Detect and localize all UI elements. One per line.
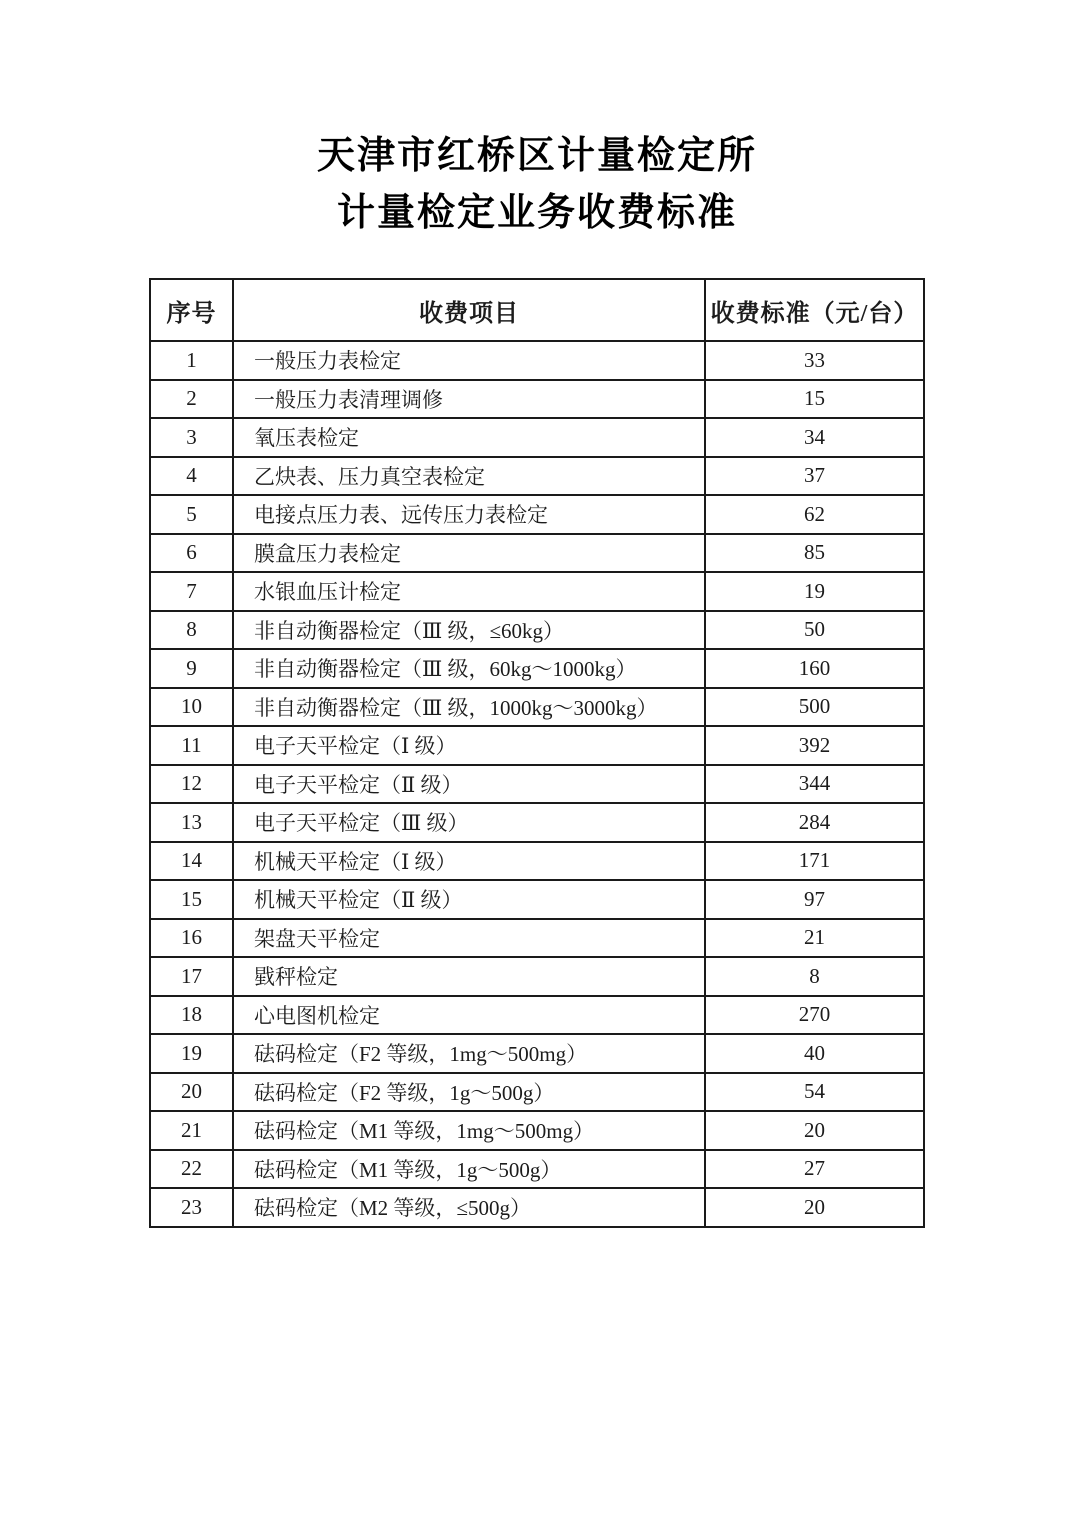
fee-cell: 284 <box>705 803 924 842</box>
fee-cell: 20 <box>705 1111 924 1150</box>
table-row <box>150 1188 924 1227</box>
row-number-cell: 17 <box>150 957 233 996</box>
item-cell: 电子天平检定（Ⅲ 级） <box>233 803 705 842</box>
item-cell: 水银血压计检定 <box>233 572 705 611</box>
page-title-line1: 天津市红桥区计量检定所 <box>316 135 757 177</box>
fee-cell: 27 <box>705 1150 924 1189</box>
item-cell: 电子天平检定（Ⅱ 级） <box>233 765 705 804</box>
table-row <box>150 611 924 650</box>
row-number-cell: 7 <box>150 572 233 611</box>
header-row <box>150 279 924 341</box>
fee-cell: 33 <box>705 341 924 380</box>
row-number-cell: 22 <box>150 1150 233 1189</box>
fee-table <box>149 278 925 1228</box>
item-cell: 非自动衡器检定（Ⅲ 级，1000kg～3000kg） <box>233 688 705 727</box>
document-title-block <box>0 0 1074 242</box>
fee-cell: 270 <box>705 996 924 1035</box>
item-cell: 机械天平检定（Ⅰ 级） <box>233 842 705 881</box>
item-cell: 非自动衡器检定（Ⅲ 级，60kg～1000kg） <box>233 649 705 688</box>
table-row <box>150 572 924 611</box>
row-number-cell: 6 <box>150 534 233 573</box>
table-row <box>150 919 924 958</box>
fee-cell: 392 <box>705 726 924 765</box>
table-row <box>150 495 924 534</box>
item-cell: 砝码检定（F2 等级，1g～500g） <box>233 1073 705 1112</box>
table-row <box>150 380 924 419</box>
fee-cell: 40 <box>705 1034 924 1073</box>
fee-cell: 54 <box>705 1073 924 1112</box>
table-row <box>150 842 924 881</box>
row-number-cell: 4 <box>150 457 233 496</box>
fee-cell: 62 <box>705 495 924 534</box>
item-cell: 氧压表检定 <box>233 418 705 457</box>
row-number-cell: 1 <box>150 341 233 380</box>
item-cell: 砝码检定（M1 等级，1g～500g） <box>233 1150 705 1189</box>
table-row <box>150 880 924 919</box>
item-cell: 砝码检定（F2 等级，1mg～500mg） <box>233 1034 705 1073</box>
item-cell: 戥秤检定 <box>233 957 705 996</box>
fee-cell: 97 <box>705 880 924 919</box>
fee-cell: 19 <box>705 572 924 611</box>
fee-table-body <box>150 341 924 1227</box>
fee-table-header <box>150 279 924 341</box>
row-number-cell: 16 <box>150 919 233 958</box>
fee-cell: 20 <box>705 1188 924 1227</box>
fee-cell: 171 <box>705 842 924 881</box>
row-number-cell: 9 <box>150 649 233 688</box>
table-row <box>150 457 924 496</box>
row-number-cell: 2 <box>150 380 233 419</box>
fee-cell: 34 <box>705 418 924 457</box>
item-cell: 一般压力表清理调修 <box>233 380 705 419</box>
item-cell: 一般压力表检定 <box>233 341 705 380</box>
row-number-cell: 3 <box>150 418 233 457</box>
item-cell: 乙炔表、压力真空表检定 <box>233 457 705 496</box>
fee-cell: 500 <box>705 688 924 727</box>
fee-cell: 37 <box>705 457 924 496</box>
row-number-cell: 21 <box>150 1111 233 1150</box>
item-cell: 心电图机检定 <box>233 996 705 1035</box>
table-row <box>150 803 924 842</box>
header-no: 序号 <box>150 279 233 341</box>
row-number-cell: 10 <box>150 688 233 727</box>
table-row <box>150 534 924 573</box>
fee-cell: 8 <box>705 957 924 996</box>
table-row <box>150 996 924 1035</box>
table-row <box>150 418 924 457</box>
row-number-cell: 13 <box>150 803 233 842</box>
row-number-cell: 20 <box>150 1073 233 1112</box>
table-row <box>150 726 924 765</box>
item-cell: 膜盒压力表检定 <box>233 534 705 573</box>
table-row <box>150 649 924 688</box>
table-row <box>150 341 924 380</box>
table-row <box>150 1073 924 1112</box>
item-cell: 非自动衡器检定（Ⅲ 级，≤60kg） <box>233 611 705 650</box>
row-number-cell: 19 <box>150 1034 233 1073</box>
row-number-cell: 23 <box>150 1188 233 1227</box>
table-row <box>150 1034 924 1073</box>
fee-cell: 50 <box>705 611 924 650</box>
table-row <box>150 765 924 804</box>
item-cell: 机械天平检定（Ⅱ 级） <box>233 880 705 919</box>
row-number-cell: 11 <box>150 726 233 765</box>
table-row <box>150 1111 924 1150</box>
fee-cell: 15 <box>705 380 924 419</box>
header-fee: 收费标准（元/台） <box>705 279 924 341</box>
item-cell: 架盘天平检定 <box>233 919 705 958</box>
item-cell: 电接点压力表、远传压力表检定 <box>233 495 705 534</box>
row-number-cell: 15 <box>150 880 233 919</box>
fee-cell: 21 <box>705 919 924 958</box>
item-cell: 电子天平检定（Ⅰ 级） <box>233 726 705 765</box>
fee-cell: 160 <box>705 649 924 688</box>
table-row <box>150 688 924 727</box>
table-row <box>150 1150 924 1189</box>
item-cell: 砝码检定（M1 等级，1mg～500mg） <box>233 1111 705 1150</box>
row-number-cell: 5 <box>150 495 233 534</box>
header-item: 收费项目 <box>233 279 705 341</box>
table-row <box>150 957 924 996</box>
page-title-line2: 计量检定业务收费标准 <box>336 192 737 234</box>
row-number-cell: 12 <box>150 765 233 804</box>
row-number-cell: 18 <box>150 996 233 1035</box>
row-number-cell: 8 <box>150 611 233 650</box>
item-cell: 砝码检定（M2 等级，≤500g） <box>233 1188 705 1227</box>
fee-cell: 85 <box>705 534 924 573</box>
row-number-cell: 14 <box>150 842 233 881</box>
fee-cell: 344 <box>705 765 924 804</box>
